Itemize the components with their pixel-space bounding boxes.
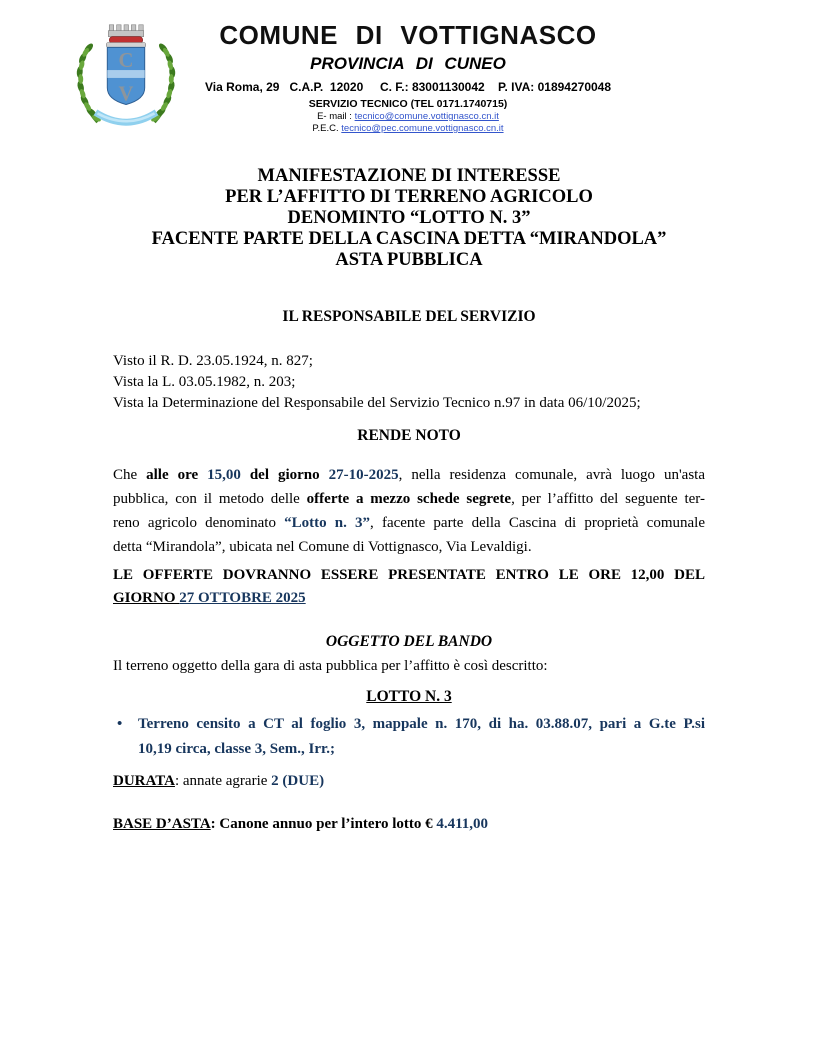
title-line: ASTA PUBBLICA [335, 250, 483, 270]
base-asta-line [113, 814, 705, 834]
text-line: BASE D’ASTA: Canone annuo per l’intero lotto € 4.411,00 [113, 816, 489, 832]
bullet-icon: • [117, 716, 123, 732]
premise-line: Vista la Determinazione del Responsabile del Servizio Tecnico n.97 in data 06/10/2025; [113, 395, 641, 411]
letterhead-text [0, 20, 816, 134]
lotto-description [138, 712, 705, 762]
premise-paragraph [113, 351, 705, 414]
title-line: MANIFESTAZIONE DI INTERESSE [257, 166, 561, 186]
durata-line [113, 771, 705, 791]
text-line: pubblica, con il metodo delle offerte a mezzo schede segrete, per l’affitto del seguente ter- [113, 491, 705, 507]
email-label: E- mail : [317, 111, 355, 122]
text-line: LE OFFERTE DOVRANNO ESSERE PRESENTATE ENTRO LE ORE 12,00 DEL [113, 567, 705, 583]
document-body [0, 166, 816, 834]
municipality-name: COMUNE DI VOTTIGNASCO [219, 20, 597, 50]
crest-letter-v: V [118, 83, 134, 106]
email-link[interactable]: tecnico@comune.vottignasco.cn.it [354, 111, 499, 122]
crest-letter-c: C [118, 50, 134, 73]
letterhead [0, 0, 816, 140]
heading-rende-noto: RENDE NOTO [357, 427, 461, 444]
address-line: Via Roma, 29 C.A.P. 12020 C. F.: 83001130042 P. IVA: 01894270048 [204, 80, 612, 94]
offers-deadline-paragraph [113, 564, 705, 610]
text-line: 10,19 circa, classe 3, Sem., Irr.; [138, 741, 336, 757]
premise-line: Vista la L. 03.05.1982, n. 203; [113, 374, 296, 390]
title-line: DENOMINTO “LOTTO N. 3” [287, 208, 531, 228]
auction-paragraph [113, 463, 705, 559]
heading-oggetto-del-bando: OGGETTO DEL BANDO [325, 633, 493, 650]
pec-link[interactable]: tecnico@pec.comune.vottignasco.cn.it [341, 123, 504, 134]
text-line: GIORNO 27 OTTOBRE 2025 [113, 590, 306, 606]
province-name: PROVINCIA DI CUNEO [310, 54, 506, 73]
text-line: Terreno censito a CT al foglio 3, mappale n. 170, di ha. 03.88.07, pari a G.te P.si [138, 716, 705, 732]
document-title [113, 166, 705, 271]
text-line: detta “Mirandola”, ubicata nel Comune di Vottignasco, Via Levaldigi. [113, 539, 532, 555]
title-line: FACENTE PARTE DELLA CASCINA DETTA “MIRANDOLA” [151, 229, 667, 249]
oggetto-intro: Il terreno oggetto della gara di asta pubblica per l’affitto è così descritto: [113, 658, 548, 674]
lotto-bullet-item [113, 712, 705, 762]
title-line: PER L’AFFITTO DI TERRENO AGRICOLO [225, 187, 593, 207]
email-row [0, 111, 816, 122]
technical-service-line: SERVIZIO TECNICO (TEL 0171.1740715) [308, 98, 508, 110]
pec-label: P.E.C. [312, 123, 342, 134]
text-line: DURATA: annate agrarie 2 (DUE) [113, 773, 325, 789]
text-line: Che alle ore 15,00 del giorno 27-10-2025, nella residenza comunale, avrà luogo un'asta [113, 467, 705, 483]
heading-responsabile: IL RESPONSABILE DEL SERVIZIO [282, 308, 536, 325]
text-line: reno agricolo denominato “Lotto n. 3”, facente parte della Cascina di proprietà comunale [113, 515, 705, 531]
heading-lotto-n3: LOTTO N. 3 [366, 688, 452, 705]
pec-row [0, 123, 816, 134]
premise-line: Visto il R. D. 23.05.1924, n. 827; [113, 353, 313, 369]
